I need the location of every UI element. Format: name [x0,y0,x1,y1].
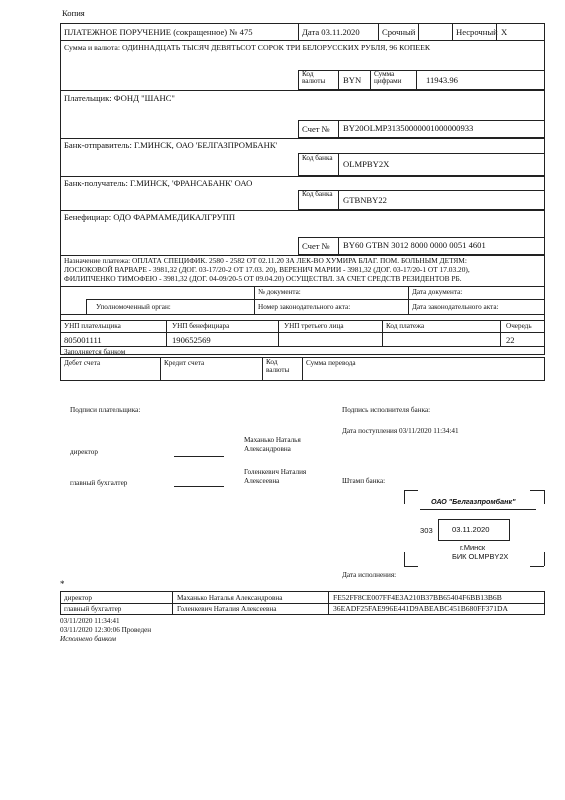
stamp-label: Штамп банка: [342,477,386,485]
bank-fill-currency-label: Код валюты [266,358,290,374]
debit-label: Дебет счета [64,359,101,367]
sender-bank-code-label: Код банка [302,154,333,162]
esign-row-2-name: Голенкевич Наталия Алексеевна [177,605,277,613]
payer-name: Плательщик: ФОНД "ШАНС" [64,93,175,103]
amount-digits-value: 11943.96 [426,75,458,85]
esign-row-2-hash: 36EADF25FAE996E441D9ABEABC451B680FF371DA [333,604,508,613]
authorized-body-label: Уполномоченный орган: [96,303,171,311]
document-date: Дата 03.11.2020 [302,27,360,37]
execution-date-label: Дата исполнения: [342,571,397,579]
esign-footer-3: Исполнено банком [60,635,117,643]
esign-row-1-hash: FE52FF8CE007FF4E3A210B37BB65404F6BB13B6B [333,593,502,602]
sender-bank-name: Банк-отправитель: Г.МИНСК, ОАО 'БЕЛГАЗПРОМБАНК' [64,140,278,150]
beneficiary-account-label: Счет № [302,241,330,251]
receiver-bank-code-value: GTBNBY22 [343,195,387,205]
amount-in-words: Сумма и валюта: ОДИННАДЦАТЬ ТЫСЯЧ ДЕВЯТЬСОТ СОРОК ТРИ БЕЛОРУССКИХ РУБЛЯ, 96 КОПЕЕК [64,43,431,52]
unp-payer-label: УНП плательщика [64,322,121,330]
esign-star: * [60,579,65,589]
document-title: ПЛАТЕЖНОЕ ПОРУЧЕНИЕ (сокращенное) № 475 [64,27,253,37]
nonurgent-label: Несрочный [456,27,498,37]
unp-beneficiary-value: 190652569 [172,335,211,345]
stamp-bic: БИК OLMPBY2X [452,552,509,561]
stamp-date: 03.11.2020 [452,525,490,534]
payer-signatures-title: Подписи плательщика: [70,406,141,414]
purpose-line-1: Назначение платежа: ОПЛАТА СПЕЦИФИК. 2580 - 2582 ОТ 02.11.20 ЗА ЛЕК-ВО ХУМИРА БЛАГ. ПОМ. БОЛЬНЫМ ДЕТЯМ: [64,256,467,265]
amount-digits-label: Сумма цифрами [374,70,402,86]
queue-label: Очередь [506,322,532,330]
beneficiary-name: Бенефициар: ОДО ФАРМАМЕДИКАЛГРУПП [64,212,236,222]
payer-account-label: Счет № [302,124,330,134]
nonurgent-mark: X [501,27,508,37]
esign-footer-1: 03/11/2020 11:34:41 [60,617,120,625]
doc-date-label: Дата документа: [412,288,463,296]
stamp-bank-name: ОАО "Белгазпромбанк" [431,497,516,506]
stamp-city: г.Минск [460,543,486,552]
accountant-name-line-2: Алексеевна [244,477,280,485]
esign-row-1-name: Маханько Наталья Александровна [177,594,283,602]
purpose-line-2: ЛОСЮКОВОЙ ВАРВАРЕ - 3981,32 (ДОГ. 03-17/20-2 ОТ 17.03. 20), ВЕРЕНИЧ МАРИИ - 3981,32 (ДОГ. 03-17/20-1 ОТ 17.03.20), [64,265,470,274]
purpose-line-3: ФИЛИПЧЕНКО ТИМОФЕЮ - 3981,32 (ДОГ. 04-09/20-5 ОТ 09.04.20) ОСУЩЕСТВЛ. ЗА СЧЕТ СРЕДСТВ РЕЗИДЕНТОВ РБ. [64,274,462,283]
accountant-signature-line [174,486,224,487]
receipt-date: Дата поступления 03/11/2020 11:34:41 [342,427,459,435]
unp-third-party-label: УНП третьего лица [284,322,344,330]
director-signature-line [174,456,224,457]
director-name-line-1: Маханько Наталья [244,436,301,444]
director-label: директор [70,448,98,456]
act-date-label: Дата законодательного акта: [412,303,499,311]
payer-account-value: BY20OLMP31350000001000000933 [343,123,474,133]
receiver-bank-code-label: Код банка [302,190,333,198]
accountant-label: главный бухгалтер [70,479,128,487]
queue-value: 22 [506,335,515,345]
esign-row-2-role: главный бухгалтер [64,605,122,613]
urgent-label: Срочный [382,27,416,37]
esign-footer-2: 03/11/2020 12:30:06 Проведен [60,626,152,634]
bank-signature-title: Подпись исполнителя банка: [342,406,431,414]
act-number-label: Номер законодательного акта: [258,303,351,311]
unp-payer-value: 805001111 [64,335,102,345]
payment-code-label: Код платежа [386,322,425,330]
copy-label: Копия [62,8,85,18]
currency-code-value: BYN [343,75,362,85]
bank-fill-title: Заполняется банком [64,348,126,356]
beneficiary-account-value: BY60 GTBN 3012 8000 0000 0051 4601 [343,240,486,250]
bank-stamp [416,497,536,561]
esign-row-1-role: директор [64,594,92,602]
credit-label: Кредит счета [164,359,205,367]
stamp-number: 303 [420,526,433,535]
director-name-line-2: Александровна [244,445,291,453]
currency-code-label: Код валюты [302,70,326,86]
unp-beneficiary-label: УНП бенефициара [172,322,230,330]
transfer-amount-label: Сумма перевода [306,359,356,367]
doc-number-label: № документа: [258,288,301,296]
sender-bank-code-value: OLMPBY2X [343,159,390,169]
accountant-name-line-1: Голенкевич Наталия [244,468,307,476]
receiver-bank-name: Банк-получатель: Г.МИНСК, 'ФРАНСАБАНК' ОАО [64,178,253,188]
